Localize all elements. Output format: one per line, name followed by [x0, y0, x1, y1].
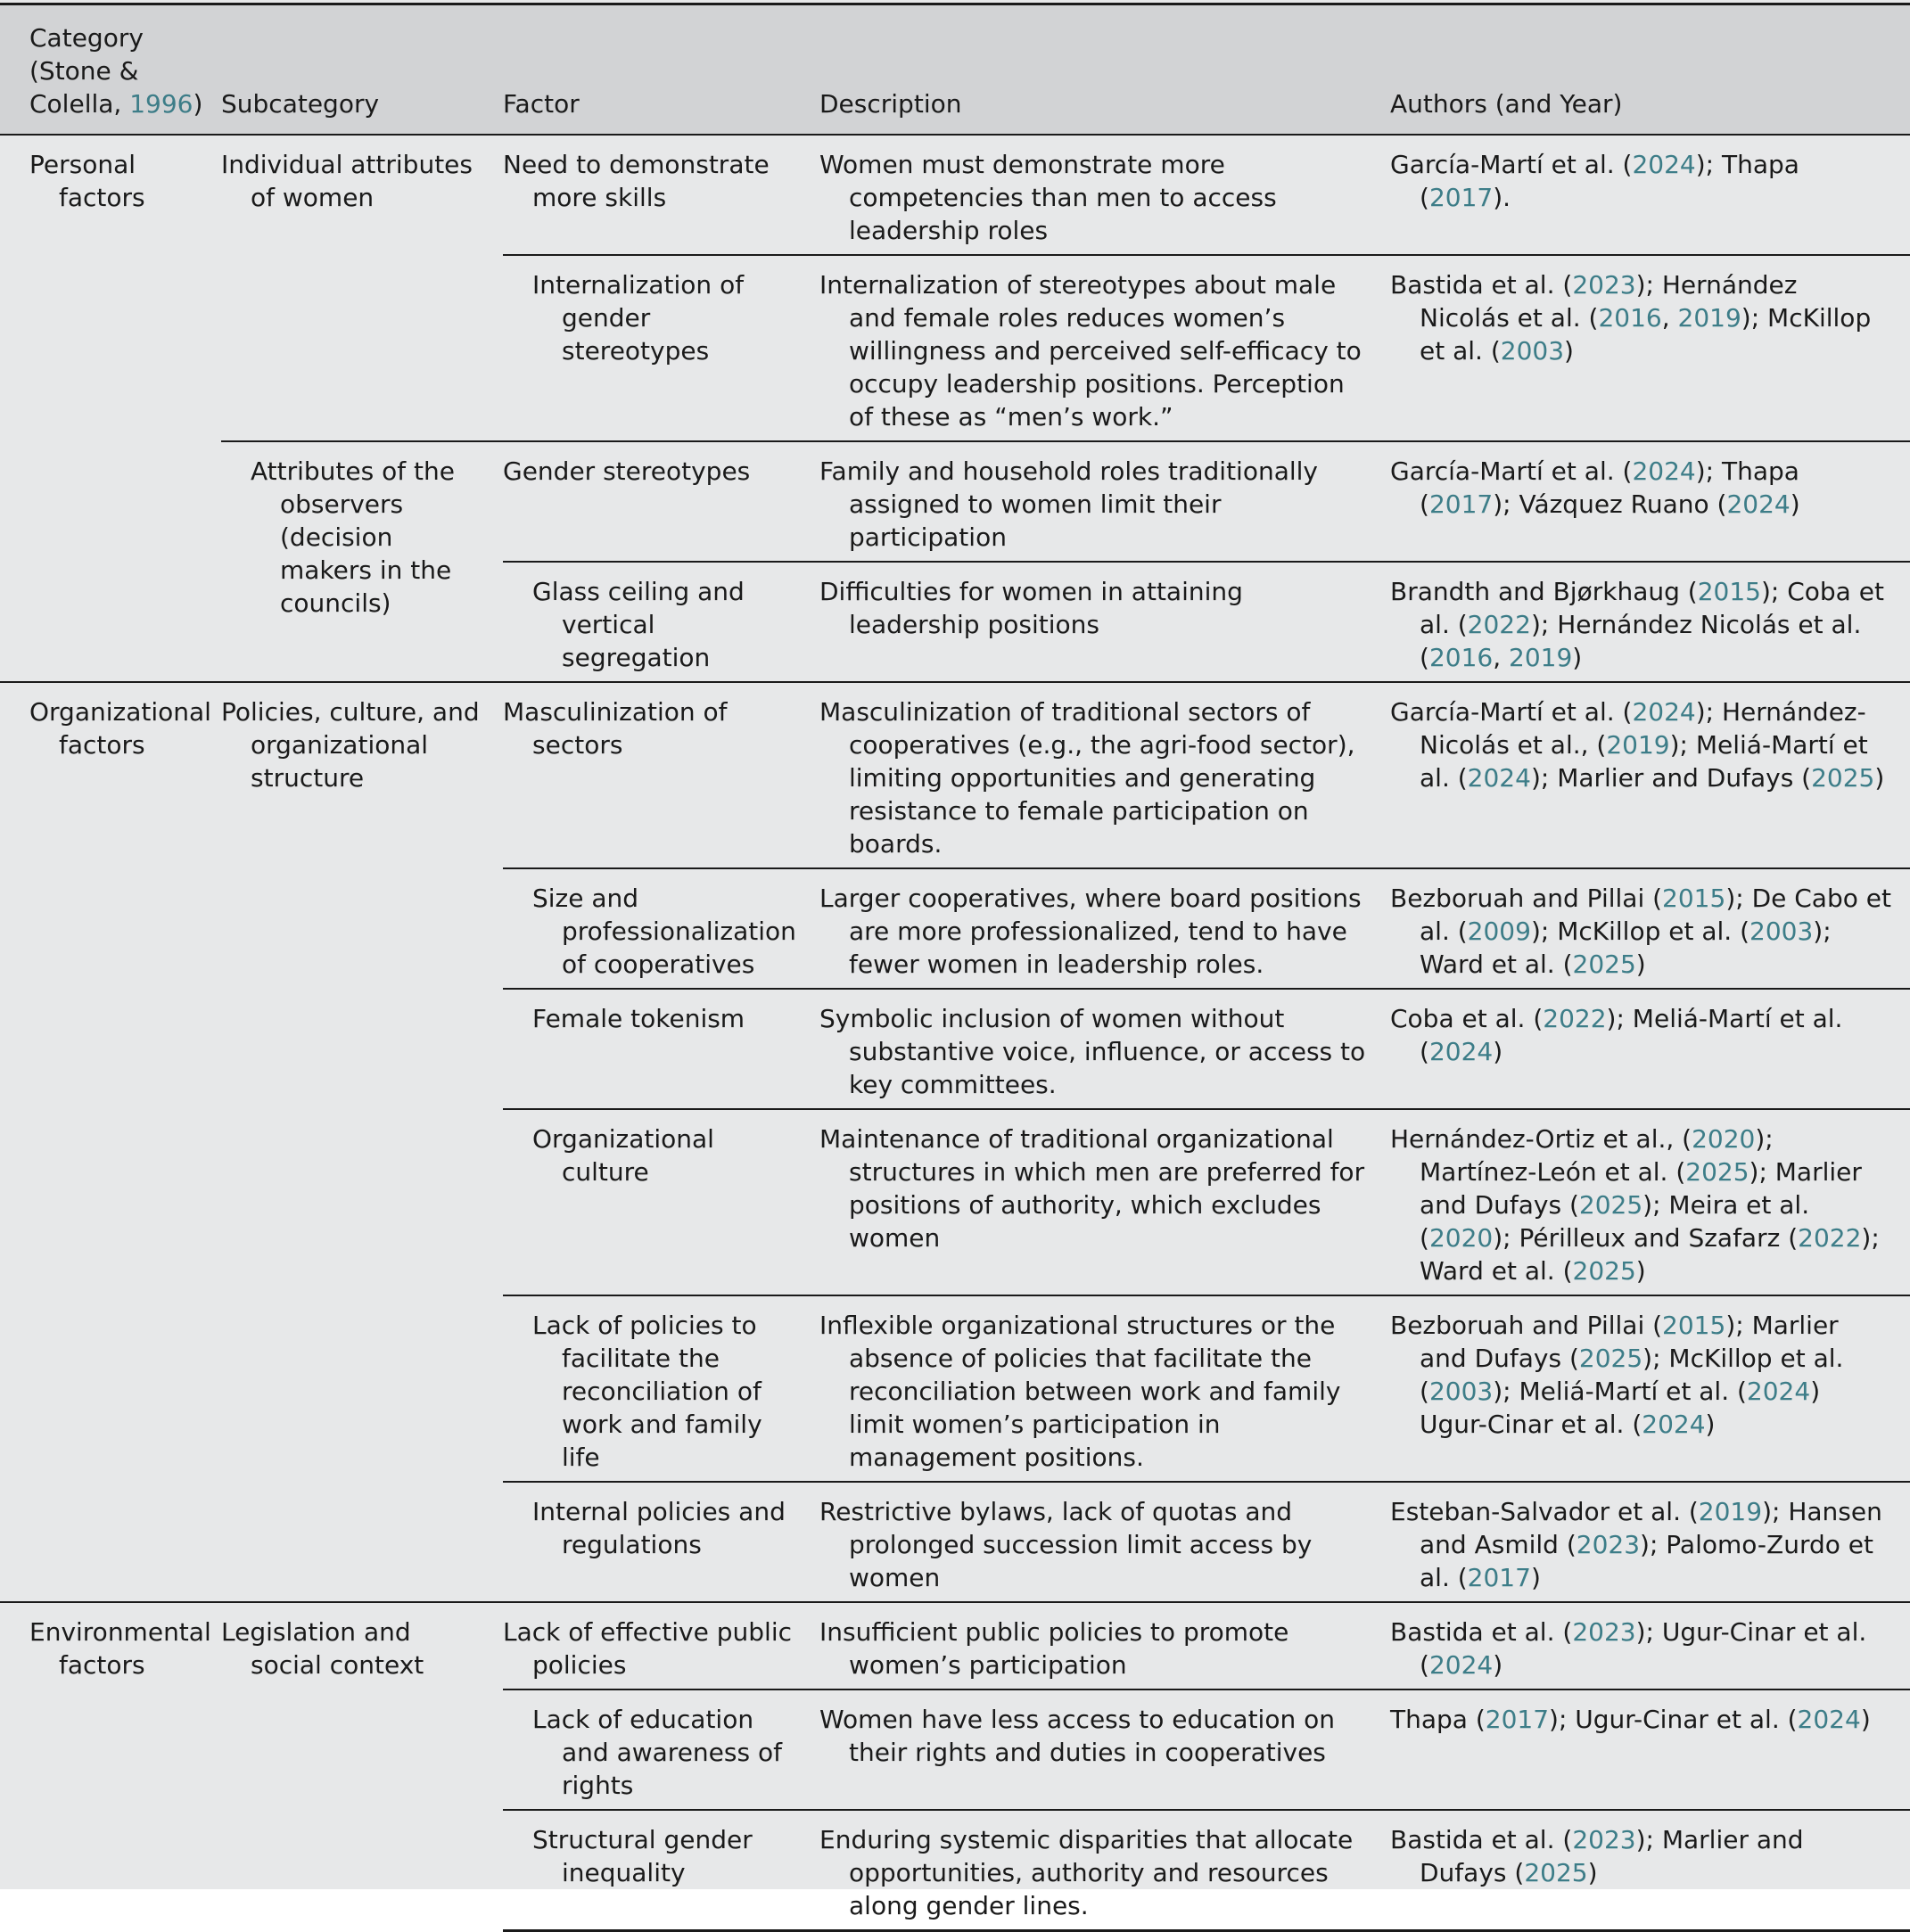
description-cell [819, 868, 1390, 989]
factor-label: Size and professionalization of cooperatives [532, 884, 796, 979]
table-row [0, 135, 1910, 255]
citation-year-link[interactable]: 2003 [1428, 1377, 1494, 1406]
author-name-text: ); Ugur-Cinar et al. ( [1549, 1705, 1798, 1734]
citation-year-link[interactable]: 2009 [1467, 917, 1531, 946]
authors-text [1390, 1615, 1892, 1681]
header-category [0, 4, 221, 136]
subcategory-label: Attributes of the observers (decision makers in the councils) [251, 456, 455, 618]
author-name-text: ); Martínez-León et al. ( [1420, 1124, 1774, 1187]
citation-year-link[interactable]: 2025 [1524, 1858, 1588, 1887]
citation-year-link[interactable]: 2003 [1749, 917, 1814, 946]
citation-year-link[interactable]: 2015 [1697, 577, 1761, 606]
author-name-text: ) [1587, 1858, 1598, 1887]
header-category-tail: Colella, [29, 89, 130, 119]
factor-cell [503, 1602, 819, 1689]
table-row [0, 441, 1910, 562]
author-name-text: ); Meliá-Martí et al. ( [1493, 1377, 1747, 1406]
description-cell [819, 682, 1390, 868]
description-cell [819, 1602, 1390, 1689]
authors-cell [1390, 1482, 1910, 1602]
authors-text [1390, 268, 1892, 367]
header-description: Description [819, 4, 1390, 136]
description-cell [819, 441, 1390, 562]
author-name-text: ); Meliá-Martí et al. ( [1420, 1004, 1843, 1066]
citation-year-link[interactable]: 2025 [1572, 1256, 1636, 1286]
author-name-text: ); Hernández Nicolás et al. ( [1420, 610, 1862, 672]
header-category-close: ) [193, 89, 203, 119]
factor-cell [503, 868, 819, 989]
citation-year-link[interactable]: 2025 [1572, 950, 1636, 979]
authors-cell [1390, 562, 1910, 682]
authors-text [1390, 1823, 1892, 1889]
author-name-text: , [1661, 303, 1678, 333]
authors-cell [1390, 1689, 1910, 1810]
citation-year-link[interactable]: 2016 [1428, 643, 1494, 672]
author-name-text: ); Ugur-Cinar et al. ( [1420, 1617, 1867, 1680]
description-text: Women must demonstrate more competencies than men to access leadership roles [819, 150, 1277, 245]
factor-label: Need to demonstrate more skills [503, 150, 770, 212]
table-row [0, 1602, 1910, 1689]
citation-year-link[interactable]: 2019 [1677, 303, 1741, 333]
factor-cell [503, 562, 819, 682]
author-name-text: García-Martí et al. ( [1390, 456, 1633, 486]
description-text: Internalization of stereotypes about male and female roles reduces women’s willingness and perceived self-efficacy to occupy leadership positions. Perception of these as “men’s work.” [819, 270, 1362, 432]
table-row [0, 682, 1910, 868]
citation-year-link[interactable]: 2016 [1598, 303, 1662, 333]
description-text: Inflexible organizational structures or the absence of policies that facilitate the reconciliation between work and family limit women’s participation in management positions. [819, 1311, 1341, 1472]
authors-cell [1390, 868, 1910, 989]
author-name-text: Bastida et al. ( [1390, 1825, 1573, 1854]
table-header [0, 4, 1910, 136]
factor-cell [503, 135, 819, 255]
authors-cell [1390, 989, 1910, 1109]
header-factor: Factor [503, 4, 819, 136]
authors-cell [1390, 1295, 1910, 1482]
citation-year-link[interactable]: 2017 [1428, 183, 1494, 212]
citation-year-link[interactable]: 2022 [1543, 1004, 1607, 1033]
header-row [0, 4, 1910, 136]
header-authors: Authors (and Year) [1390, 4, 1910, 136]
citation-year-link[interactable]: 2017 [1467, 1563, 1531, 1592]
citation-year-link[interactable]: 2023 [1576, 1530, 1641, 1559]
authors-cell [1390, 682, 1910, 868]
author-name-text: ). [1493, 183, 1511, 212]
factor-label: Lack of policies to facilitate the reconciliation of work and family life [532, 1311, 762, 1472]
author-name-text: ); Vázquez Ruano ( [1493, 489, 1727, 519]
author-name-text: Thapa ( [1390, 1705, 1486, 1734]
citation-year-link[interactable]: 2024 [1642, 1410, 1706, 1439]
author-name-text: García-Martí et al. ( [1390, 150, 1633, 179]
description-cell [819, 562, 1390, 682]
author-name-text: Esteban-Salvador et al. ( [1390, 1497, 1699, 1526]
author-name-text: García-Martí et al. ( [1390, 697, 1633, 727]
description-cell [819, 135, 1390, 255]
authors-text [1390, 1122, 1892, 1287]
description-cell [819, 1482, 1390, 1602]
description-text: Enduring systemic disparities that allocate opportunities, authority and resources along gender lines. [819, 1825, 1354, 1920]
description-cell [819, 1810, 1390, 1931]
description-cell [819, 1295, 1390, 1482]
authors-cell [1390, 135, 1910, 255]
author-name-text: ); Thapa ( [1420, 456, 1799, 519]
author-name-text: ); Meira et al. ( [1420, 1190, 1810, 1253]
citation-year-link[interactable]: 2024 [1726, 489, 1791, 519]
author-name-text: , [1493, 643, 1510, 672]
author-name-text: ) [1790, 489, 1800, 519]
category-cell [0, 135, 221, 682]
factor-cell [503, 1689, 819, 1810]
author-name-text: ) [1705, 1410, 1716, 1439]
factor-cell [503, 1810, 819, 1931]
factor-cell [503, 1295, 819, 1482]
factor-label: Internalization of gender stereotypes [532, 270, 745, 366]
author-name-text: ); Thapa ( [1420, 150, 1799, 212]
factor-cell [503, 441, 819, 562]
author-name-text: Hernández-Ortiz et al., ( [1390, 1124, 1692, 1154]
factors-table [0, 3, 1910, 1932]
author-name-text: ) [1572, 643, 1583, 672]
authors-text [1390, 882, 1892, 981]
citation-year-link[interactable]: 2023 [1572, 270, 1636, 300]
author-name-text: ) [1493, 1650, 1503, 1680]
authors-text [1390, 1309, 1892, 1441]
factor-cell [503, 682, 819, 868]
factor-cell [503, 1482, 819, 1602]
citation-year-link[interactable]: 2024 [1632, 697, 1696, 727]
subcategory-label: Legislation and social context [221, 1617, 424, 1680]
header-category-year-link[interactable]: 1996 [129, 89, 193, 119]
authors-text [1390, 1703, 1892, 1736]
category-cell [0, 1602, 221, 1931]
description-text: Masculinization of traditional sectors of cooperatives (e.g., the agri-food sector), limiting opportunities and generating resistance to female participation on boards. [819, 697, 1355, 859]
author-name-text: ); Marlier and Dufays ( [1530, 763, 1812, 793]
citation-year-link[interactable]: 2019 [1606, 730, 1670, 760]
author-name-text: ); Meliá-Martí et al. ( [1420, 730, 1868, 793]
citation-year-link[interactable]: 2023 [1572, 1825, 1636, 1854]
citation-year-link[interactable]: 2022 [1798, 1223, 1862, 1253]
author-name-text: ) [1564, 336, 1574, 366]
author-name-text: ); Hansen and Asmild ( [1420, 1497, 1882, 1559]
factor-cell [503, 255, 819, 441]
citation-year-link[interactable]: 2024 [1797, 1705, 1861, 1734]
author-name-text: ); De Cabo et al. ( [1420, 884, 1891, 946]
citation-year-link[interactable]: 2025 [1578, 1190, 1643, 1220]
description-cell [819, 1689, 1390, 1810]
header-category-text: Category (Stone & [29, 23, 144, 86]
citation-year-link[interactable]: 2017 [1428, 489, 1494, 519]
author-name-text: ); Périlleux and Szafarz ( [1493, 1223, 1799, 1253]
author-name-text: ) [1493, 1037, 1503, 1066]
author-name-text: ); Marlier and Dufays ( [1420, 1311, 1839, 1373]
authors-text [1390, 695, 1892, 794]
author-name-text: ) [1860, 1705, 1871, 1734]
factor-label: Lack of education and awareness of rights [532, 1705, 782, 1800]
citation-year-link[interactable]: 2019 [1509, 643, 1573, 672]
description-text: Maintenance of traditional organizational structures in which men are preferred for positions of authority, which excludes women [819, 1124, 1365, 1253]
authors-cell [1390, 1602, 1910, 1689]
factor-label: Female tokenism [532, 1004, 745, 1033]
authors-cell [1390, 1109, 1910, 1295]
citation-year-link[interactable]: 2024 [1746, 1377, 1811, 1406]
factor-label: Masculinization of sectors [503, 697, 728, 760]
citation-year-link[interactable]: 2025 [1578, 1344, 1643, 1373]
author-name-text: ) [1530, 1563, 1541, 1592]
author-name-text: Brandth and Bjørkhaug ( [1390, 577, 1698, 606]
author-name-text: Bastida et al. ( [1390, 270, 1573, 300]
citation-year-link[interactable]: 2003 [1500, 336, 1565, 366]
subcategory-label: Policies, culture, and organizational structure [221, 697, 480, 793]
description-cell [819, 255, 1390, 441]
factor-label: Internal policies and regulations [532, 1497, 786, 1559]
author-name-text: ) Ugur-Cinar et al. ( [1420, 1377, 1821, 1439]
citation-year-link[interactable]: 2022 [1467, 610, 1531, 639]
author-name-text: ); Hernández-Nicolás et al., ( [1420, 697, 1866, 760]
author-name-text: ); Ward et al. ( [1420, 917, 1832, 979]
authors-cell [1390, 255, 1910, 441]
authors-text [1390, 1495, 1892, 1594]
authors-cell [1390, 1810, 1910, 1931]
citation-year-link[interactable]: 2025 [1811, 763, 1875, 793]
author-name-text: ); Coba et al. ( [1420, 577, 1884, 639]
description-cell [819, 1109, 1390, 1295]
author-name-text: Bastida et al. ( [1390, 1617, 1573, 1647]
table-body [0, 135, 1910, 1931]
citation-year-link[interactable]: 2025 [1685, 1157, 1749, 1187]
subcategory-cell [221, 135, 503, 441]
citation-year-link[interactable]: 2015 [1662, 884, 1726, 913]
author-name-text: ); McKillop et al. ( [1420, 1344, 1844, 1406]
author-name-text: Coba et al. ( [1390, 1004, 1544, 1033]
category-cell [0, 682, 221, 1602]
author-name-text: ); Ward et al. ( [1420, 1223, 1880, 1286]
factor-label: Gender stereotypes [503, 456, 751, 486]
authors-text [1390, 1002, 1892, 1068]
author-name-text: Bezboruah and Pillai ( [1390, 884, 1663, 913]
author-name-text: ); Marlier and Dufays ( [1420, 1157, 1862, 1220]
citation-year-link[interactable]: 2024 [1428, 1037, 1494, 1066]
citation-year-link[interactable]: 2023 [1572, 1617, 1636, 1647]
citation-year-link[interactable]: 2020 [1692, 1124, 1756, 1154]
factor-cell [503, 989, 819, 1109]
citation-year-link[interactable]: 2017 [1485, 1705, 1550, 1734]
subcategory-label: Individual attributes of women [221, 150, 473, 212]
factor-cell [503, 1109, 819, 1295]
factor-label: Glass ceiling and vertical segregation [532, 577, 745, 672]
authors-text [1390, 455, 1892, 521]
citation-year-link[interactable]: 2020 [1428, 1223, 1494, 1253]
subcategory-cell [221, 1602, 503, 1931]
author-name-text: ); Palomo-Zurdo et al. ( [1420, 1530, 1873, 1592]
author-name-text: ); Hernández Nicolás et al. ( [1420, 270, 1798, 333]
description-text: Family and household roles traditionally assigned to women limit their participation [819, 456, 1318, 552]
author-name-text: Bezboruah and Pillai ( [1390, 1311, 1663, 1340]
factor-label: Structural gender inequality [532, 1825, 753, 1887]
author-name-text: ); McKillop et al. ( [1530, 917, 1750, 946]
citation-year-link[interactable]: 2024 [1632, 456, 1696, 486]
description-text: Women have less access to education on their rights and duties in cooperatives [819, 1705, 1335, 1767]
citation-year-link[interactable]: 2019 [1698, 1497, 1763, 1526]
author-name-text: ) [1874, 763, 1885, 793]
description-text: Difficulties for women in attaining leadership positions [819, 577, 1243, 639]
citation-year-link[interactable]: 2015 [1662, 1311, 1726, 1340]
subcategory-cell [221, 682, 503, 1602]
authors-text [1390, 575, 1892, 674]
author-name-text: ); Marlier and Dufays ( [1420, 1825, 1804, 1887]
description-cell [819, 989, 1390, 1109]
authors-text [1390, 148, 1892, 214]
header-subcategory: Subcategory [221, 4, 503, 136]
author-name-text: ) [1635, 950, 1646, 979]
description-text: Restrictive bylaws, lack of quotas and prolonged succession limit access by women [819, 1497, 1313, 1592]
description-text: Symbolic inclusion of women without substantive voice, influence, or access to key committees. [819, 1004, 1366, 1099]
author-name-text: ) [1635, 1256, 1646, 1286]
citation-year-link[interactable]: 2024 [1428, 1650, 1494, 1680]
category-label: Personal factors [29, 150, 145, 212]
author-name-text: ); McKillop et al. ( [1420, 303, 1872, 366]
factor-label: Organizational culture [532, 1124, 714, 1187]
citation-year-link[interactable]: 2024 [1632, 150, 1696, 179]
description-text: Insufficient public policies to promote women’s participation [819, 1617, 1289, 1680]
category-label: Organizational factors [29, 697, 211, 760]
category-label: Environmental factors [29, 1617, 211, 1680]
subcategory-cell [221, 441, 503, 682]
description-text: Larger cooperatives, where board positions are more professionalized, tend to have fewer women in leadership roles. [819, 884, 1362, 979]
citation-year-link[interactable]: 2024 [1467, 763, 1531, 793]
authors-cell [1390, 441, 1910, 562]
factor-label: Lack of effective public policies [503, 1617, 792, 1680]
